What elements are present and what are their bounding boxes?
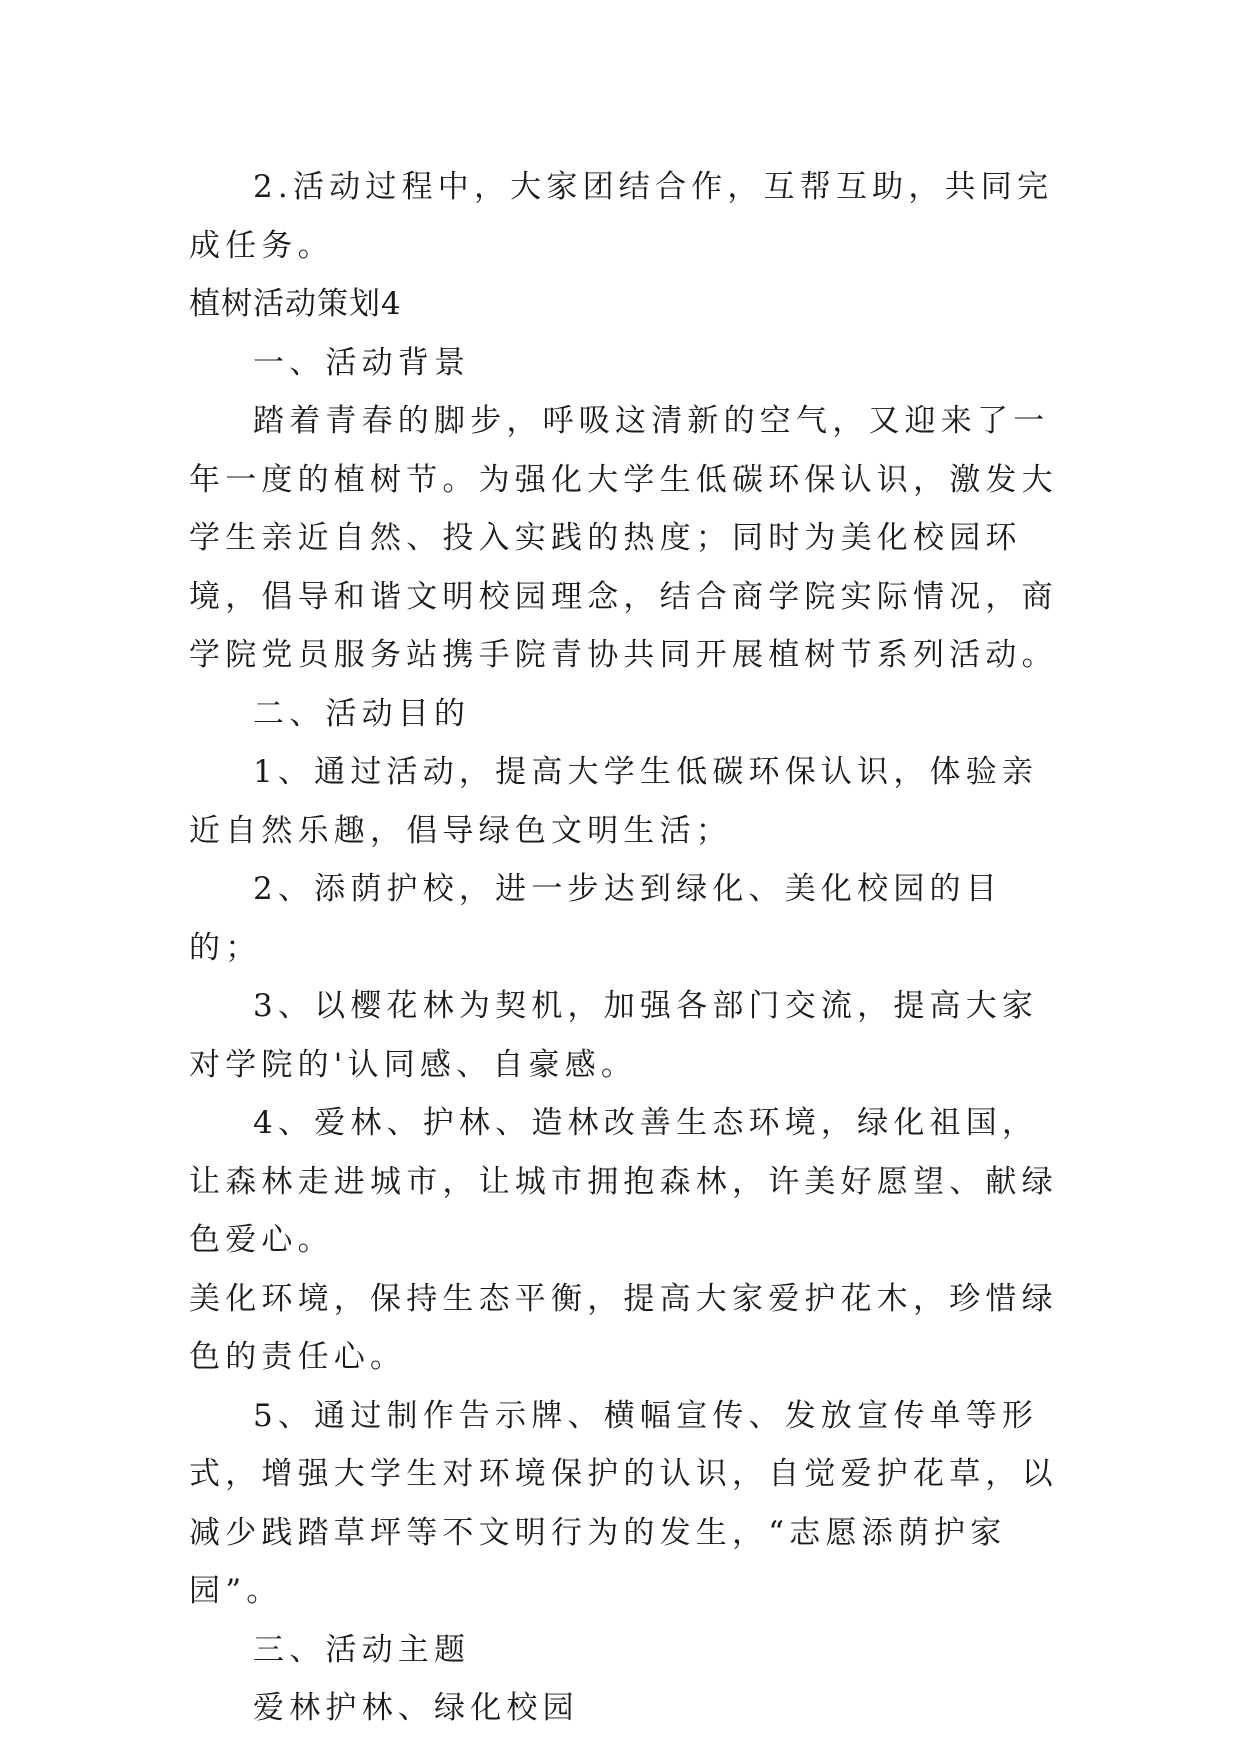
heading-theme: 三、活动主题 [253, 1631, 471, 1668]
heading-purpose: 二、活动目的 [253, 695, 471, 732]
purpose-item-1: 1、通过活动，提高大学生低碳环保认识，体验亲近自然乐趣，倡导绿色文明生活； [189, 754, 1039, 849]
purpose-item-4: 4、爱林、护林、造林改善生态环境，绿化祖国，让森林走进城市，让城市拥抱森林，许美好愿望、献绿色爱心。 [189, 1105, 1058, 1258]
theme-text: 爱林护林、绿化校园 [253, 1690, 579, 1726]
section-title: 植树活动策划4 [189, 286, 402, 322]
purpose-item-5: 5、通过制作告示牌、横幅宣传、发放宣传单等形式，增强大学生对环境保护的认识，自觉爱护花草，以减少践踏草坪等不文明行为的发生，“志愿添荫护家园”。 [189, 1397, 1058, 1609]
paragraph-activity-process: 2.活动过程中，大家团结合作，互帮互助，共同完成任务。 [189, 169, 1054, 264]
heading-background: 一、活动背景 [253, 344, 471, 381]
purpose-item-2: 2、添荫护校，进一步达到绿化、美化校园的目的； [189, 871, 1002, 966]
paragraph-background: 踏着青春的脚步，呼吸这清新的空气，又迎来了一年一度的植树节。为强化大学生低碳环保认识，激发大学生亲近自然、投入实践的热度；同时为美化校园环境，倡导和谐文明校园理念，结合商学院实际情况，商学院党员服务站携手院青协共同开展植树节系列活动。 [189, 403, 1058, 673]
purpose-item-4-continued: 美化环境，保持生态平衡，提高大家爱护花木，珍惜绿色的责任心。 [189, 1280, 1058, 1375]
document-body [189, 158, 1069, 1738]
purpose-item-3: 3、以樱花林为契机，加强各部门交流，提高大家对学院的'认同感、自豪感。 [189, 988, 1039, 1083]
